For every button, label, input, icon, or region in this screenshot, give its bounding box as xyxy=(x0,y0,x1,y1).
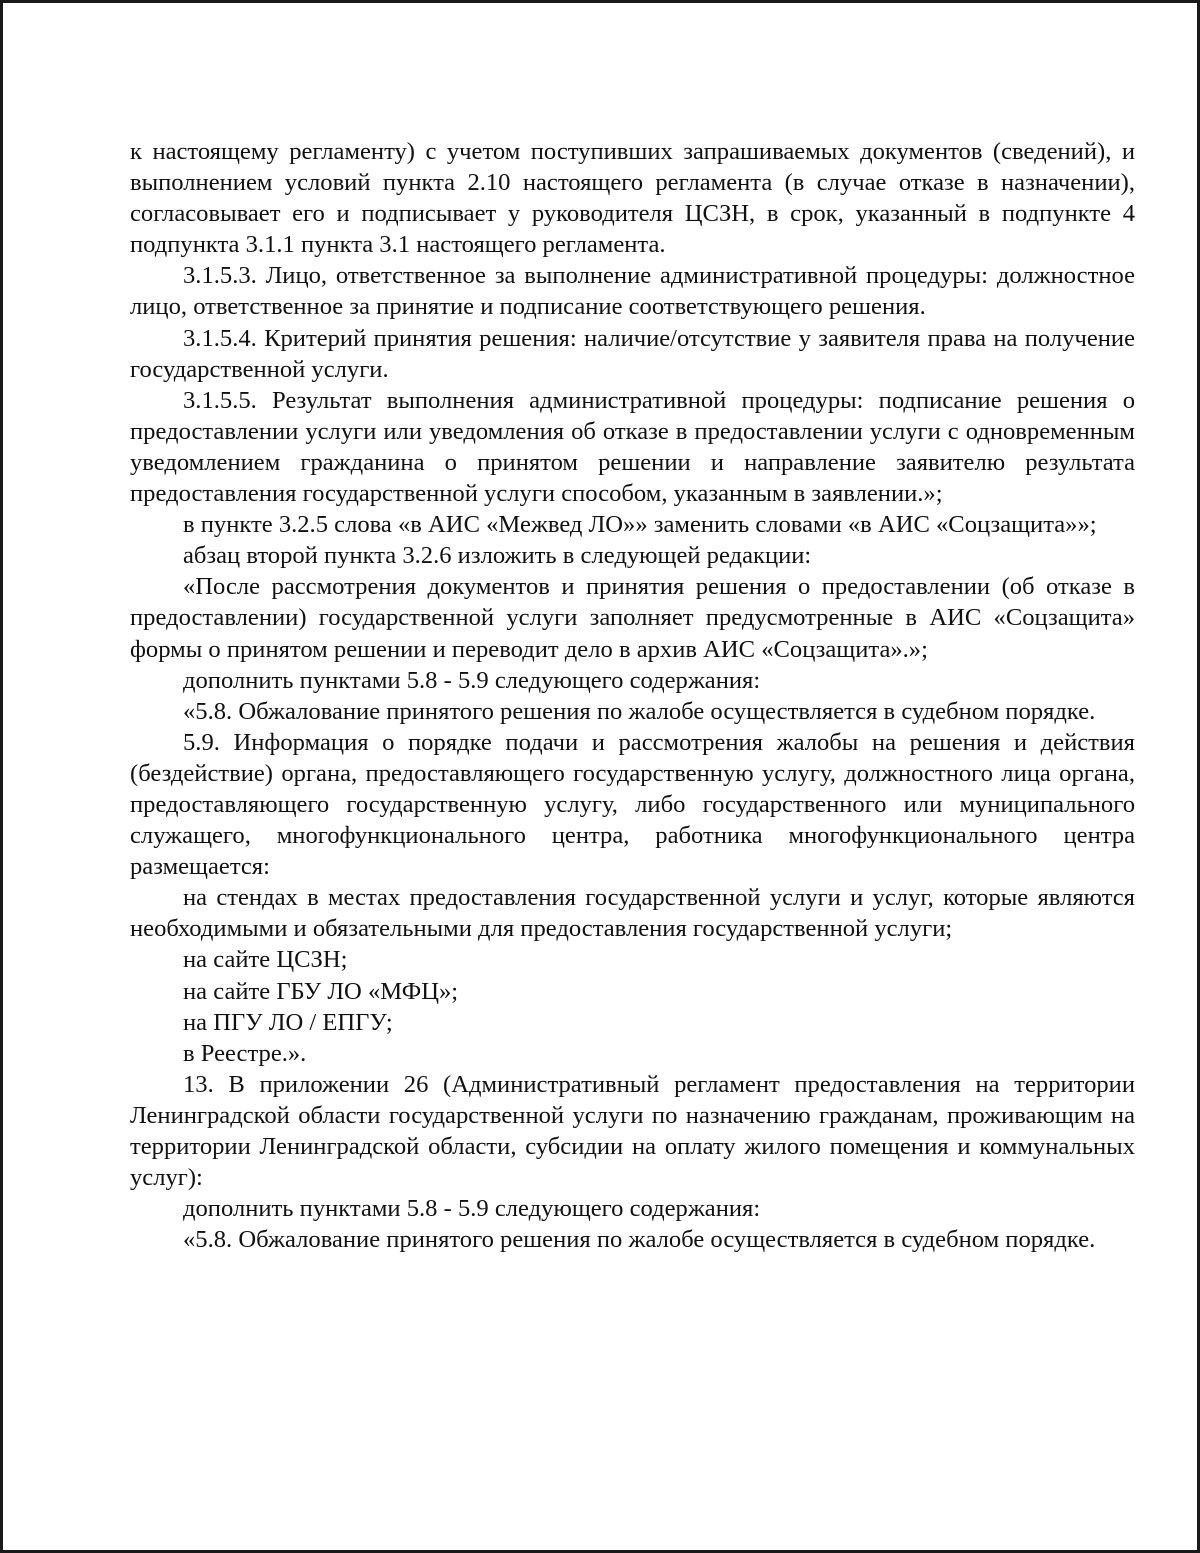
paragraph-add-5-8-5-9-second: дополнить пунктами 5.8 - 5.9 следующего содержания: xyxy=(183,1195,761,1223)
paragraph-5-8: «5.8. Обжалование принятого решения по жалобе осуществляется в судебном порядке. xyxy=(183,697,1096,725)
paragraph-amend-3-2-6: абзац второй пункта 3.2.6 изложить в следующей редакции: xyxy=(183,542,812,570)
paragraph-new-text-3-2-6: «После рассмотрения документов и принятия решения о предоставлении (об отказе в предоставлении) государственной услуги заполняет предусмотренные в АИС «Соцзащита» формы о принятом решении и переводит дело в архив АИС «Соцзащита».»; xyxy=(130,573,1135,663)
list-item-pgu-epgu: на ПГУ ЛО / ЕПГУ; xyxy=(183,1008,393,1036)
list-item-cszn-site: на сайте ЦСЗН; xyxy=(183,946,348,974)
paragraph-5-9: 5.9. Информация о порядке подачи и рассмотрения жалобы на решения и действия (бездействие) органа, предоставляющего государственную услугу, должностного лица органа, предоставляющего государственную услугу, либо государственного или муниципального служащего, многофункционального центра, работника многофункционального центра размещается: xyxy=(130,728,1135,881)
paragraph-add-5-8-5-9: дополнить пунктами 5.8 - 5.9 следующего содержания: xyxy=(183,666,761,694)
paragraph-amend-3-2-5: в пункте 3.2.5 слова «в АИС «Межвед ЛО»» заменить словами «в АИС «Соцзащита»»; xyxy=(183,511,1097,539)
paragraph-3-1-5-3: 3.1.5.3. Лицо, ответственное за выполнение административной процедуры: должностное лицо, ответственное за принятие и подписание соответствующего решения. xyxy=(130,262,1135,321)
paragraph-3-1-5-5: 3.1.5.5. Результат выполнения административной процедуры: подписание решения о предоставлении услуги или уведомления об отказе в предоставлении услуги с одновременным уведомлением гражданина о принятом решении и направление заявителю результата предоставления государственной услуги способом, указанным в заявлении.»; xyxy=(130,386,1135,508)
paragraph-3-1-5-4: 3.1.5.4. Критерий принятия решения: наличие/отсутствие у заявителя права на получение государственной услуги. xyxy=(130,324,1135,383)
paragraph-continuation: к настоящему регламенту) с учетом поступивших запрашиваемых документов (сведений), и выполнением условий пункта 2.10 настоящего регламента (в случае отказе в назначении), согласовывает его и подписывает у руководителя ЦСЗН, в срок, указанный в подпункте 4 подпункта 3.1.1 пункта 3.1 настоящего регламента. xyxy=(130,138,1135,259)
list-item-registry: в Реестре.». xyxy=(183,1039,307,1067)
list-item-mfc-site: на сайте ГБУ ЛО «МФЦ»; xyxy=(183,977,459,1005)
list-item-stands: на стендах в местах предоставления государственной услуги и услуг, которые являются необходимыми и обязательными для предоставления государственной услуги; xyxy=(130,884,1135,943)
document-page xyxy=(130,136,1135,1255)
scan-border-top xyxy=(0,0,1200,3)
paragraph-item-13: 13. В приложении 26 (Административный регламент предоставления на территории Ленинградской области государственной услуги по назначению гражданам, проживающим на территории Ленинградской области, субсидии на оплату жилого помещения и коммунальных услуг): xyxy=(130,1070,1135,1192)
scan-border-left xyxy=(0,0,3,1553)
paragraph-5-8-second: «5.8. Обжалование принятого решения по жалобе осуществляется в судебном порядке. xyxy=(183,1226,1096,1254)
